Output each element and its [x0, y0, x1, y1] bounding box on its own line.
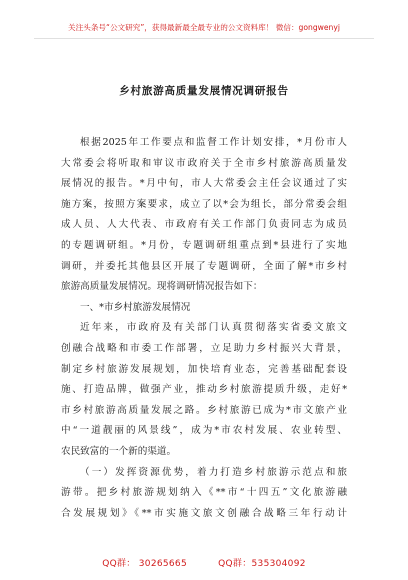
body-line: 展情况的报告。*月中旬，市人大常委会主任会议通过了实 [61, 178, 347, 190]
body-line: （一）发挥资源优势，着力打造乡村旅游示范点和旅 [80, 466, 347, 478]
body-line: 创融合战略和市委工作部署，立足助力乡村振兴大背景， [61, 342, 347, 354]
body-line: 游带。把乡村旅游规划纳入《**市“十四五”文化旅游融 [61, 487, 347, 499]
body-line: 旅游高质量发展情况。现将调研情况报告如下： [61, 281, 263, 293]
body-line: 农民致富的一个新的渠道。 [61, 445, 177, 457]
body-line: 中“一道靓丽的风景线”，成为*市农村发展、农业转型、 [61, 425, 347, 437]
body-line: 调研，并委托其他县区开展了专题调研，全面了解*市乡村 [61, 260, 347, 272]
document-body [61, 133, 347, 524]
body-line: 市乡村旅游高质量发展之路。乡村旅游已成为*市文旅产业 [61, 404, 347, 416]
footer-contact [0, 556, 408, 569]
header-promo-note: 关注头条号“公文研究”，获得最新最全最专业的公文资料库！ 微信：gongwenyj [68, 23, 340, 32]
body-line: 施方案，按照方案要求，成立了以*会为组长，部分常委会组 [61, 198, 347, 210]
footer-qq-group-1: QQ群： 30265665 [102, 559, 187, 569]
header-divider [34, 38, 374, 39]
body-line: 制定乡村旅游发展规划，加快培育业态，完善基础配套设 [61, 363, 347, 375]
body-line: 成人员、人大代表、市政府有关工作部门负责同志为成员 [61, 219, 347, 231]
body-line: 施、打造品牌，做强产业，推动乡村旅游提质升级，走好* [61, 384, 347, 396]
body-line: 大常委会将听取和审议市政府关于全市乡村旅游高质量发 [61, 157, 347, 169]
document-title: 乡村旅游高质量发展情况调研报告 [119, 85, 289, 97]
body-line: 根据2025年工作要点和监督工作计划安排，*月份市人 [80, 137, 347, 148]
footer-qq-group-2: QQ群：535304092 [218, 559, 306, 569]
body-line: 的专题调研组。*月份，专题调研组重点到*县进行了实地 [61, 239, 347, 251]
body-line: 合发展规划》《**市实施文旅文创融合战略三年行动计 [61, 507, 347, 519]
body-line: 近年来，市政府及有关部门认真贯彻落实省委文旅文 [80, 322, 347, 334]
section-heading: 一、*市乡村旅游发展情况 [80, 301, 191, 313]
